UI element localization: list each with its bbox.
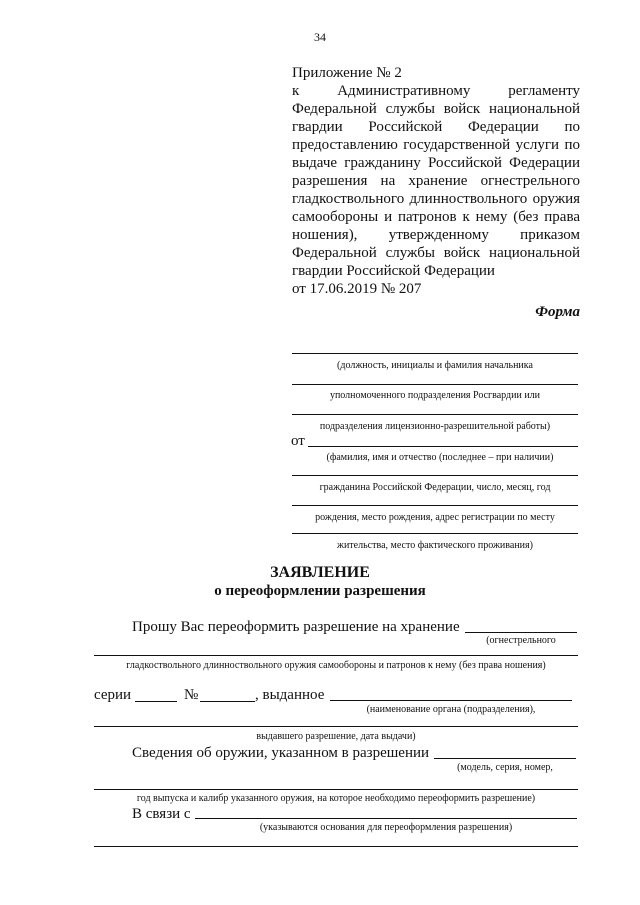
issuer-field[interactable] [330,700,572,701]
form-label: Форма [535,304,580,320]
appendix-line: к Административному регламенту [292,83,580,99]
appendix-line: Приложение № 2 [292,65,402,81]
weapon-kind-line[interactable] [465,632,577,633]
weapon-type-caption: гладкоствольного длинноствольного оружия самообороны и патронов к нему (без права ношения) [126,660,546,671]
appendix-line: разрешения на хранение огнестрельного [292,173,580,189]
appendix-line: гвардии Российской Федерации [292,263,495,279]
request-text: Прошу Вас переоформить разрешение на хранение [132,619,460,635]
applicant-caption: рождения, место рождения, адрес регистрации по месту [315,512,555,523]
issued-label: , выданное [255,687,325,703]
applicant-caption: жительства, место фактического проживания) [337,540,533,551]
appendix-block [292,64,580,298]
applicant-line[interactable] [292,533,578,534]
issuer-caption: (наименование органа (подразделения), [366,704,536,715]
reason-caption: (указываются основания для переоформления разрешения) [259,822,513,833]
applicant-caption: (фамилия, имя и отчество (последнее – при наличии) [326,452,554,463]
from-label: от [291,433,305,449]
number-field[interactable] [200,701,255,702]
document-title: ЗАЯВЛЕНИЕ [270,564,370,581]
appendix-line: от 17.06.2019 № 207 [292,281,422,297]
applicant-name-line[interactable] [308,446,578,447]
page-number: 34 [314,30,326,44]
document-subtitle: о переоформлении разрешения [214,583,426,599]
appendix-line: Федеральной службы войск национальной [292,245,580,261]
addressee-caption: уполномоченного подразделения Росгвардии или [329,390,541,401]
addressee-line[interactable] [292,384,578,385]
weapon-info-caption: (модель, серия, номер, [457,762,553,773]
applicant-caption: гражданина Российской Федерации, число, месяц, год [319,482,551,493]
issued-date-caption: выдавшего разрешение, дата выдачи) [256,731,416,742]
weapon-details-line[interactable] [94,789,578,790]
issued-date-line[interactable] [94,726,578,727]
series-label: серии [94,687,132,703]
addressee-caption: подразделения лицензионно-разрешительной работы) [319,421,551,432]
appendix-line: выдаче гражданину Российской Федерации [292,155,580,171]
series-field[interactable] [135,701,177,702]
addressee-caption: (должность, инициалы и фамилия начальника [337,360,533,371]
reason-field[interactable] [195,818,577,819]
reason-label: В связи с [132,806,191,822]
weapon-info-text: Сведения об оружии, указанном в разрешении [132,745,430,761]
appendix-line: ношения), утвержденному приказом [292,227,580,243]
weapon-info-line[interactable] [434,758,576,759]
appendix-line: гладкоствольного длинноствольного оружия [292,191,580,207]
weapon-details-caption: год выпуска и калибр указанного оружия, на которое необходимо переоформить разрешение) [136,793,536,804]
appendix-line: самообороны и патронов к нему (без права [292,209,580,225]
weapon-kind-line-2[interactable] [94,655,578,656]
applicant-line[interactable] [292,475,578,476]
appendix-line: предоставлению государственной услуги по [292,137,580,153]
applicant-line[interactable] [292,505,578,506]
addressee-line[interactable] [292,414,578,415]
request-caption: (огнестрельного [486,635,556,646]
number-label: № [184,687,199,703]
reason-line-2[interactable] [94,846,578,847]
addressee-line[interactable] [292,353,578,354]
appendix-line: гвардии Российской Федерации по [292,119,580,135]
appendix-line: Федеральной службы войск национальной [292,101,580,117]
